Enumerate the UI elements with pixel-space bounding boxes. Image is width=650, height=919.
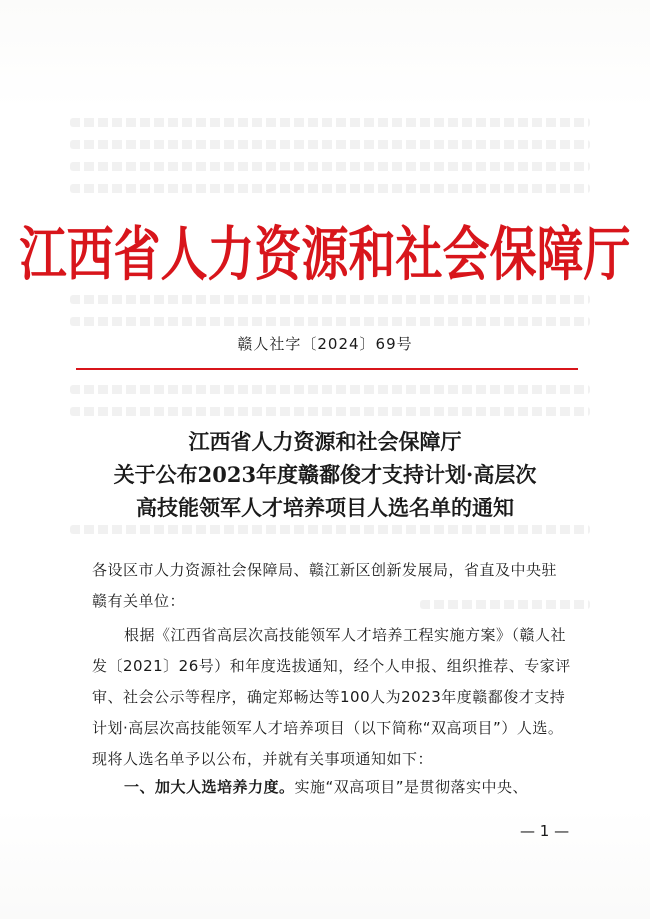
- bleed-through-line: [70, 407, 590, 416]
- document-number: 赣人社字〔2024〕69号: [237, 335, 413, 353]
- section-1: [124, 776, 584, 797]
- notice-title-line-3: 高技能领军人才培养项目人选名单的通知: [136, 495, 514, 520]
- notice-title-line-2: 关于公布2023年度赣鄱俊才支持计划·高层次: [113, 462, 537, 487]
- notice-title: [60, 425, 590, 524]
- salutation: 各设区市人力资源社会保障局、赣江新区创新发展局，省直及中央驻赣有关单位：: [92, 561, 558, 610]
- body-paragraph: 根据《江西省高层次高技能领军人才培养工程实施方案》（赣人社发〔2021〕26号）和年度选拔通知，经个人申报、组织推荐、专家评审、社会公示等程序，确定郑畅达等100人为2023年度赣鄱俊才支持计划·高层次高技能领军人才培养项目（以下简称“双高项目”）人选。现将人选名单予以公布，并就有关事项通知如下：: [92, 626, 571, 768]
- bleed-through-line: [70, 385, 590, 394]
- letterhead-title: 江西省人力资源和社会保障厅: [19, 220, 631, 290]
- section-1-text: 实施“双高项目”是贯彻落实中央、: [294, 778, 529, 796]
- bleed-through-line: [70, 118, 590, 127]
- bleed-through-line: [70, 184, 590, 193]
- page-number: — 1 —: [520, 822, 570, 840]
- bleed-through-line: [70, 162, 590, 171]
- bleed-through-line: [70, 140, 590, 149]
- notice-title-line-1: 江西省人力资源和社会保障厅: [188, 429, 462, 454]
- bleed-through-line: [70, 295, 590, 304]
- letterhead-red-rule: [76, 368, 578, 370]
- section-1-heading: 一、加大人选培养力度。: [124, 778, 295, 796]
- bleed-through-line: [70, 525, 590, 534]
- bleed-through-line: [70, 317, 590, 326]
